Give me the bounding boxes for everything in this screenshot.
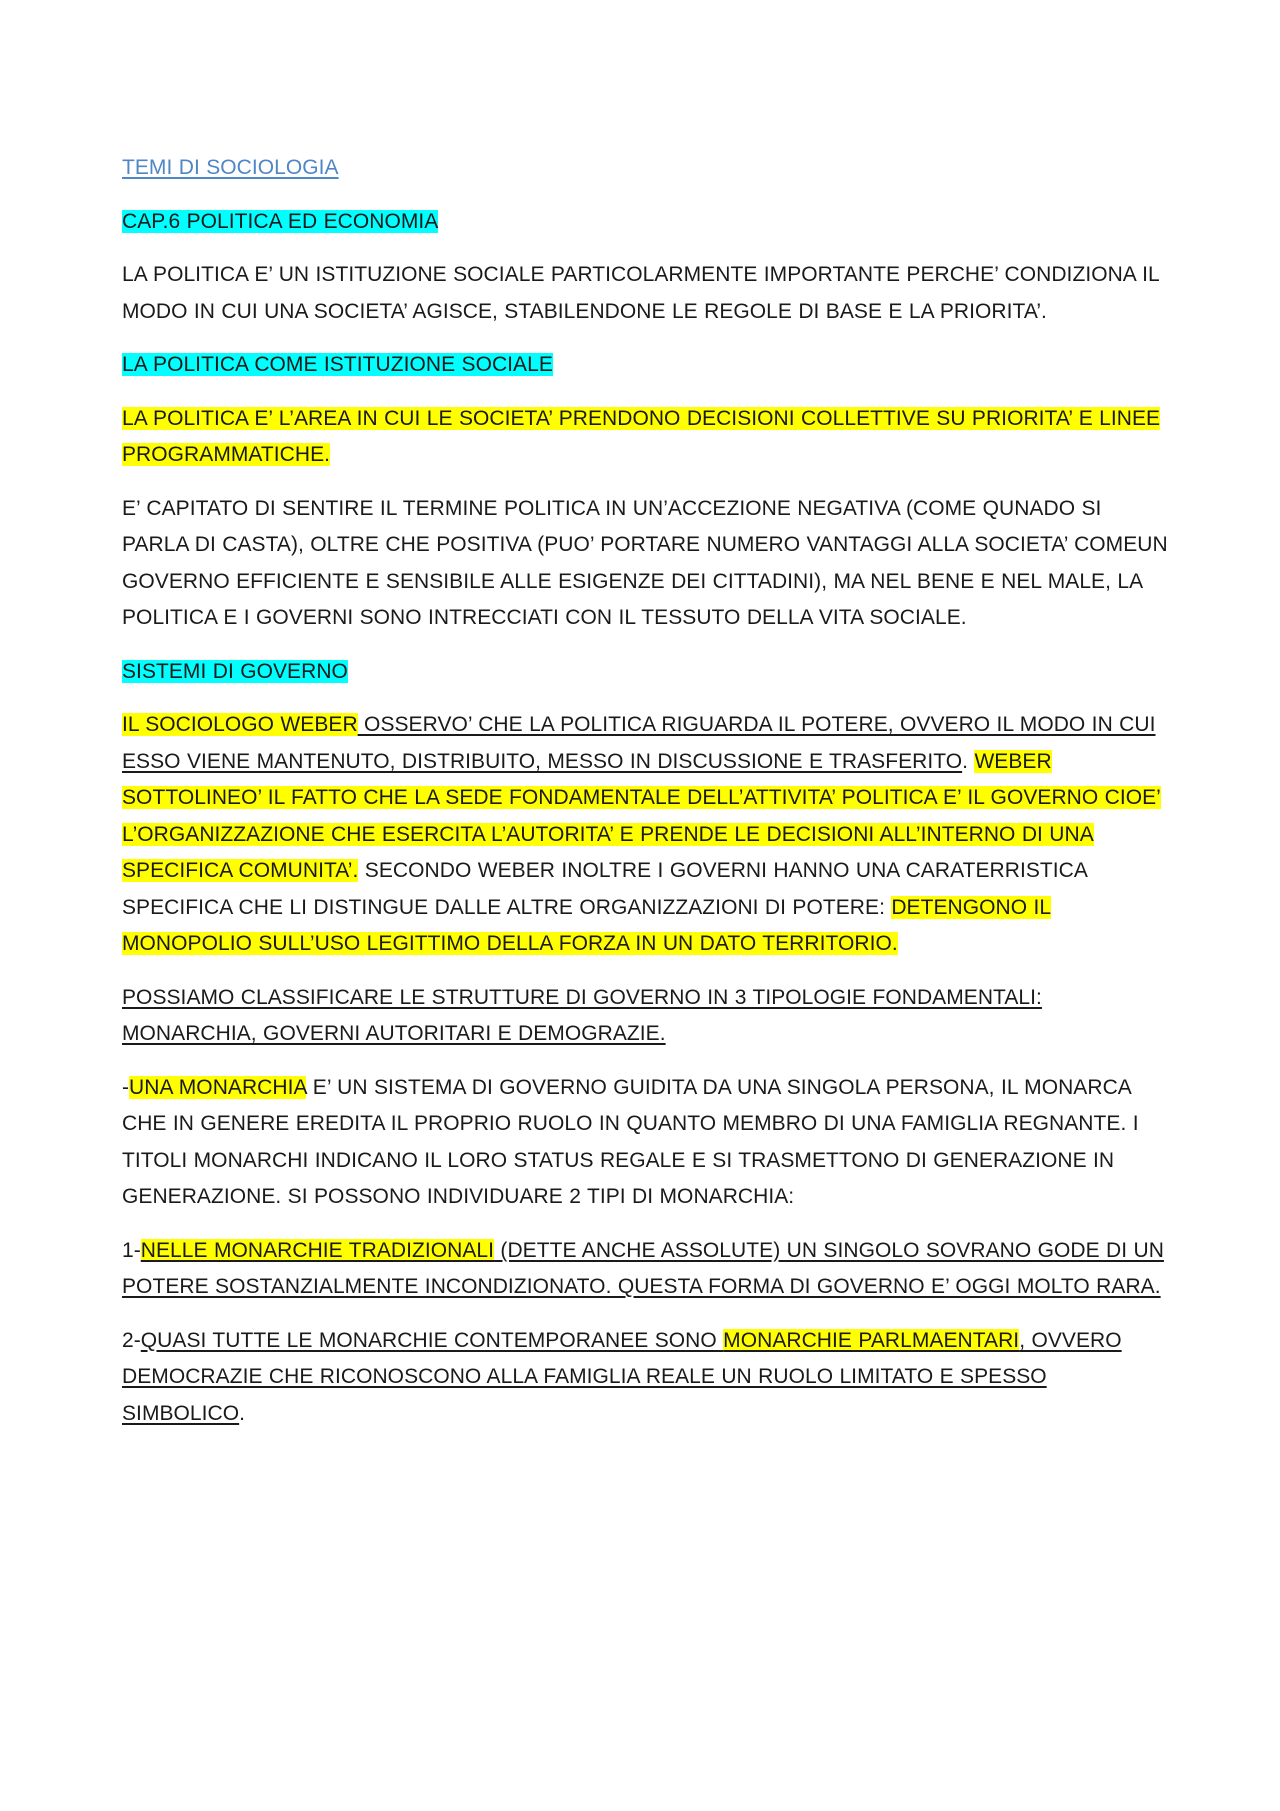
type-1-number: 1- bbox=[122, 1238, 141, 1262]
document-page bbox=[122, 150, 1172, 1449]
chapter-heading-paragraph bbox=[122, 204, 1172, 241]
classification-paragraph bbox=[122, 980, 1172, 1053]
weber-paragraph bbox=[122, 707, 1172, 963]
weber-highlight-3: DETENGONO IL MONOPOLIO SULL’USO LEGITTIMO DELLA FORZA IN UN DATO TERRITORIO. bbox=[122, 895, 1052, 955]
type-2-highlight: MONARCHIE PARLMAENTARI bbox=[723, 1328, 1020, 1352]
document-title-paragraph bbox=[122, 150, 1172, 187]
monarchy-highlight: UNA MONARCHIA bbox=[129, 1075, 307, 1099]
type-1-text: (DETTE ANCHE ASSOLUTE) UN SINGOLO SOVRANO GODE DI UN POTERE SOSTANZIALMENTE INCONDIZIONATO. QUESTA FORMA DI GOVERNO E’ OGGI MOLTO RARA. bbox=[122, 1238, 1164, 1298]
section-heading-government: SISTEMI DI GOVERNO bbox=[122, 659, 348, 683]
type-1-highlight: NELLE MONARCHIE TRADIZIONALI bbox=[140, 1238, 495, 1262]
document-title[interactable]: TEMI DI SOCIOLOGIA bbox=[122, 156, 339, 179]
definition-paragraph bbox=[122, 401, 1172, 474]
monarchy-paragraph bbox=[122, 1070, 1172, 1216]
classification-text: POSSIAMO CLASSIFICARE LE STRUTTURE DI GOVERNO IN 3 TIPOLOGIE FONDAMENTALI: MONARCHIA, GOVERNI AUTORITARI E DEMOGRAZIE. bbox=[122, 985, 1042, 1045]
weber-text: . bbox=[962, 749, 975, 773]
monarchy-text: E’ UN SISTEMA DI GOVERNO GUIDITA DA UNA SINGOLA PERSONA, IL MONARCA CHE IN GENERE EREDITA IL PROPRIO RUOLO IN QUANTO MEMBRO DI UNA FAMIGLIA REGNANTE. I TITOLI MONARCHI INDICANO IL LORO STATUS REGALE E SI TRASMETTONO DI GENERAZIONE IN GENERAZIONE. SI POSSONO INDIVIDUARE 2 TIPI DI MONARCHIA: bbox=[122, 1075, 1139, 1208]
type-2-number: 2- bbox=[122, 1328, 141, 1352]
intro-paragraph: LA POLITICA E’ UN ISTITUZIONE SOCIALE PARTICOLARMENTE IMPORTANTE PERCHE’ CONDIZIONA IL MODO IN CUI UNA SOCIETA’ AGISCE, STABILENDONE LE REGOLE DI BASE E LA PRIORITA’. bbox=[122, 263, 1159, 323]
type-2-text: QUASI TUTTE LE MONARCHIE CONTEMPORANEE SONO bbox=[140, 1328, 724, 1352]
chapter-heading: CAP.6 POLITICA ED ECONOMIA bbox=[122, 209, 439, 233]
politics-definition: LA POLITICA E’ L’AREA IN CUI LE SOCIETA’ PRENDONO DECISIONI COLLETTIVE SU PRIORITA’ E LINEE PROGRAMMATICHE. bbox=[122, 406, 1161, 466]
weber-text-2: SECONDO WEBER INOLTRE I GOVERNI HANNO UNA CARATERRISTICA SPECIFICA CHE LI DISTINGUE DALLE ALTRE ORGANIZZAZIONI DI POTERE: bbox=[122, 859, 1087, 919]
weber-highlight-2: WEBER SOTTOLINEO’ IL FATTO CHE LA SEDE FONDAMENTALE DELL’ATTIVITA’ POLITICA E’ IL GOVERNO CIOE’ L’ORGANIZZAZIONE CHE ESERCITA L’AUTORITA’ E PRENDE LE DECISIONI ALL’INTERNO DI UNA SPECIFICA COMUNITA’. bbox=[122, 749, 1161, 882]
monarchy-type-2-paragraph bbox=[122, 1323, 1172, 1433]
type-2-period: . bbox=[239, 1401, 246, 1425]
monarchy-type-1-paragraph bbox=[122, 1233, 1172, 1306]
section-heading-politics: LA POLITICA COME ISTITUZIONE SOCIALE bbox=[122, 353, 553, 376]
monarchy-dash: - bbox=[122, 1075, 130, 1099]
section-heading-paragraph bbox=[122, 654, 1172, 691]
politics-body-paragraph: E’ CAPITATO DI SENTIRE IL TERMINE POLITICA IN UN’ACCEZIONE NEGATIVA (COME QUNADO SI PARLA DI CASTA), OLTRE CHE POSITIVA (PUO’ PORTARE NUMERO VANTAGGI ALLA SOCIETA’ COMEUN GOVERNO EFFICIENTE E SENSIBILE ALLE ESIGENZE DEI CITTADINI), MA NEL BENE E NEL MALE, LA POLITICA E I GOVERNI SONO INTRECCIATI CON IL TESSUTO DELLA VITA SOCIALE. bbox=[122, 496, 1168, 629]
section-heading-paragraph bbox=[122, 347, 1172, 384]
weber-underlined-text: OSSERVO’ CHE LA POLITICA RIGUARDA IL POTERE, OVVERO IL MODO IN CUI ESSO VIENE MANTENUTO, DISTRIBUITO, MESSO IN DISCUSSIONE E TRASFERITO bbox=[122, 713, 1156, 773]
weber-highlight-1: IL SOCIOLOGO WEBER bbox=[122, 713, 358, 736]
type-2-text-2: , OVVERO DEMOCRAZIE CHE RICONOSCONO ALLA FAMIGLIA REALE UN RUOLO LIMITATO E SPESSO SIMBOLICO bbox=[122, 1328, 1122, 1425]
